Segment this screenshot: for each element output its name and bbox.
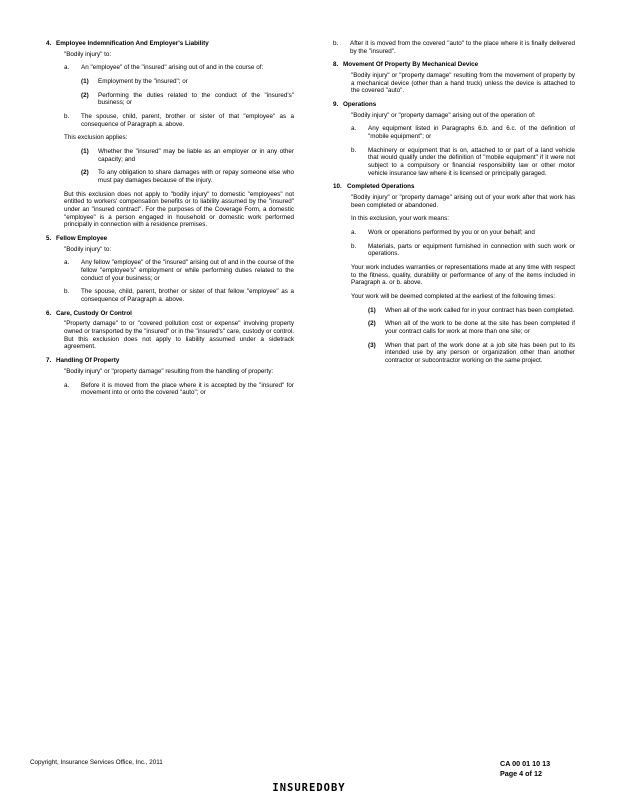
section-title: Completed Operations [347, 183, 415, 191]
section-4-heading [46, 40, 294, 48]
sub-item [81, 148, 294, 163]
section-title: Fellow Employee [56, 235, 108, 243]
list-item [333, 40, 575, 55]
paragraph: "Bodily injury" or "property damage" arising out of the operation of: [351, 111, 536, 119]
section-number: 7. [46, 357, 52, 365]
sub-list [81, 148, 294, 185]
section-number: 8. [333, 61, 339, 69]
item-label: (2) [368, 320, 376, 328]
paragraph: "Bodily injury" or "property damage" resulting from the handling of property: [64, 367, 274, 375]
section-5-heading [46, 235, 294, 243]
item-text: Employment by the "insured"; or [98, 78, 188, 86]
list-item [351, 243, 575, 258]
paragraph: This exclusion applies: [64, 134, 128, 142]
paragraph: "Property damage" to or "covered pollution cost or expense" involving property owned or transported by the "insured" or in the "insured's" care, custody or control. But this exclusion does not apply to liability assumed under a sidetrack agreement. [64, 320, 294, 351]
item-label: a. [64, 381, 70, 389]
form-number: CA 00 01 10 13 [500, 759, 551, 768]
item-label: (2) [81, 169, 89, 177]
paragraph: Your work includes warranties or representations made at any time with respect to the fitness, quality, durability or performance of any of the items included in Paragraph a. or b. above. [351, 264, 575, 287]
left-column [46, 40, 294, 403]
section-9-heading [333, 101, 575, 109]
sub-list [368, 307, 575, 365]
section-4-body [64, 51, 294, 229]
section-title: Handling Of Property [56, 357, 120, 365]
item-text: Before it is moved from the place where it is accepted by the "insured" for movement into or onto the covered "auto"; or [81, 381, 294, 397]
item-text: Work or operations performed by you or on your behalf; and [368, 229, 535, 237]
item-label: b. [351, 242, 357, 250]
item-label: a. [351, 229, 357, 237]
item-text: The spouse, child, parent, brother or sister of that fellow "employee" as a consequence of Paragraph a. above. [81, 288, 294, 304]
section-8-heading [333, 61, 575, 69]
item-text: Any equipment listed in Paragraphs 6.b. and 6.c. of the definition of "mobile equipment"; or [368, 125, 575, 141]
item-text: Machinery or equipment that is on, attached to or part of a land vehicle that would qualify under the definition of "mobile equipment" if it were not subject to a compulsory or financial responsibility law or other motor vehicle insurance law where it is licensed or principally garaged. [368, 146, 575, 177]
section-number: 9. [333, 101, 339, 109]
item-text: After it is moved from the covered "auto" to the place where it is finally delivered by the "insured". [350, 40, 575, 55]
item-text: When all of the work called for in your contract has been completed. [385, 306, 575, 314]
list-item [351, 229, 575, 237]
sub-item [368, 307, 575, 315]
section-number: 6. [46, 309, 52, 317]
section-title: Movement Of Property By Mechanical Device [343, 61, 479, 69]
item-text: Any fellow "employee" of the "insured" arising out of and in the course of the fellow "employee's" employment or while performing duties related to the conduct of your business; or [81, 259, 294, 282]
item-label: b. [64, 113, 70, 121]
list-item [64, 113, 294, 128]
section-8-body [351, 72, 575, 95]
list-item [64, 64, 294, 72]
item-text: The spouse, child, parent, brother or sister of that "employee" as a consequence of Paragraph a. above. [81, 113, 294, 128]
item-label: (1) [81, 78, 89, 86]
page-number: Page 4 of 12 [500, 768, 542, 778]
section-6-heading [46, 310, 294, 318]
section-title: Care, Custody Or Control [56, 309, 132, 317]
section-7-heading [46, 357, 294, 365]
item-label: b. [333, 40, 339, 47]
item-label: (3) [368, 341, 376, 349]
copyright-notice: Copyright, Insurance Services Office, Inc., 2011 [30, 759, 163, 766]
sub-item [368, 320, 575, 335]
list-item [64, 288, 294, 303]
section-7-continued [333, 40, 575, 55]
item-label: b. [351, 146, 357, 154]
item-label: b. [64, 288, 70, 296]
item-label: (1) [368, 306, 376, 314]
item-text: To any obligation to share damages with or repay someone else who must pay damages because of the injury. [98, 169, 294, 185]
paragraph: "Bodily injury" or "property damage" resulting from the movement of property by a mechanical device (other than a hand truck) unless the device is attached to the covered "auto". [351, 72, 575, 95]
paragraph: But this exclusion does not apply to "bodily injury" to domestic "employees" not entitled to workers' compensation benefits or to liability assumed by the "insured" under an "insured contract". For the purposes of the Coverage Form, a domestic "employee" is a person engaged in household or domestic work performed principally in connection with a residence premises. [64, 190, 294, 229]
item-label: a. [64, 259, 70, 267]
item-text: When all of the work to be done at the site has been completed if your contract calls for work at more than one site; or [385, 320, 575, 336]
sub-item [81, 169, 294, 184]
list-item [64, 259, 294, 282]
item-label: a. [351, 125, 357, 133]
section-number: 4. [46, 40, 52, 47]
item-text: When that part of the work done at a job site has been put to its intended use by any person or organization other than another contractor or subcontractor working on the same project. [385, 341, 575, 365]
item-text: Whether the "insured" may be liable as an employer or in any other capacity; and [98, 148, 294, 163]
sub-item [368, 342, 575, 365]
section-6-body [64, 320, 294, 351]
list-item [64, 382, 294, 397]
item-label: (2) [81, 91, 89, 99]
section-number: 10. [333, 183, 342, 191]
item-text: Materials, parts or equipment furnished in connection with such work or operations. [368, 242, 575, 258]
section-number: 5. [46, 235, 52, 243]
item-label: a. [64, 64, 70, 72]
form-info [500, 759, 590, 778]
paragraph: "Bodily injury" or "property damage" arising out of your work after that work has been completed or abandoned. [351, 194, 575, 209]
paragraph: "Bodily injury" to: [64, 50, 112, 58]
item-text: Performing the duties related to the conduct of the "insured's" business; or [98, 91, 294, 107]
section-10-body [351, 194, 575, 365]
section-title: Employee Indemnification And Employer's Liability [56, 40, 209, 47]
sub-item [81, 78, 294, 86]
watermark: INSUREDOBY [272, 782, 346, 794]
section-9-body [351, 112, 575, 178]
sub-list [81, 78, 294, 107]
section-10-heading [333, 183, 575, 191]
list-item [351, 147, 575, 178]
section-title: Operations [343, 101, 377, 109]
section-5-body [64, 246, 294, 304]
list-item [351, 125, 575, 140]
section-7-body [64, 368, 294, 397]
paragraph: Your work will be deemed completed at the earliest of the following times: [351, 293, 556, 301]
item-text: An "employee" of the "insured" arising out of and in the course of: [81, 64, 264, 72]
paragraph: "Bodily injury" to: [64, 245, 112, 253]
item-label: (1) [81, 148, 89, 156]
paragraph: In this exclusion, your work means: [351, 215, 449, 223]
sub-item [81, 92, 294, 107]
right-column [333, 40, 575, 371]
